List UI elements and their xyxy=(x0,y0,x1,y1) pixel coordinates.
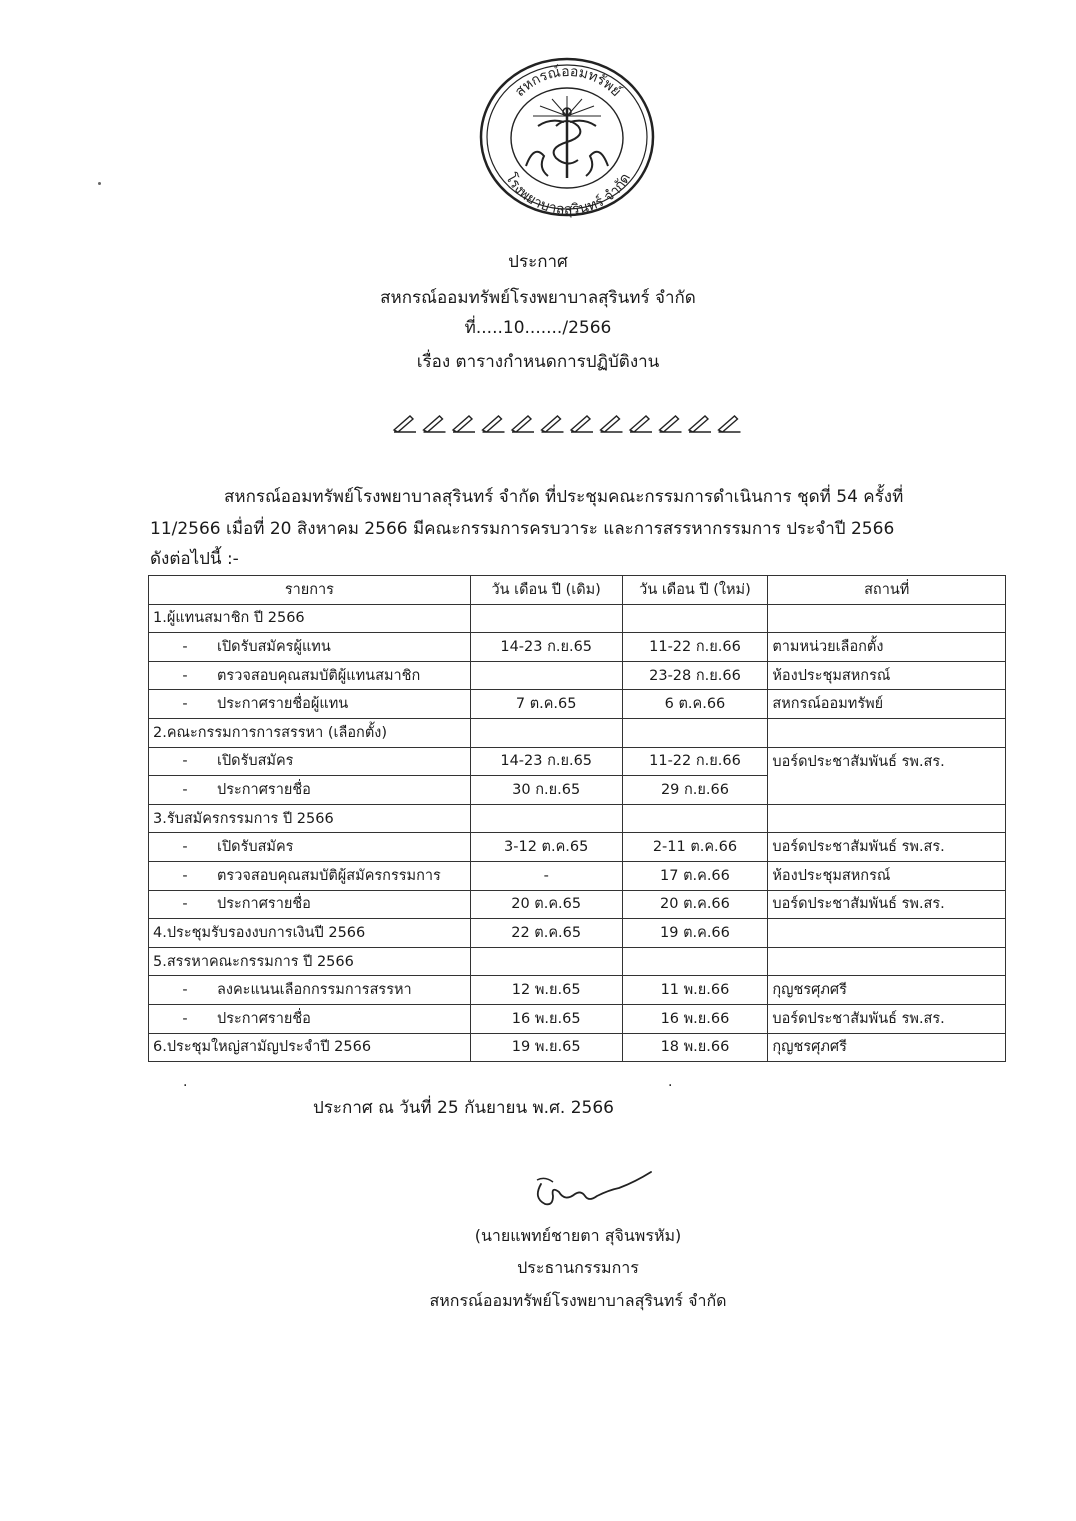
cell-place: ห้องประชุมสหกรณ์ xyxy=(768,861,1006,890)
cell-new-date: 18 พ.ย.66 xyxy=(622,1033,768,1062)
table-row xyxy=(149,861,1006,890)
cell-old-date: 12 พ.ย.65 xyxy=(470,976,622,1005)
table-header-row xyxy=(149,576,1006,605)
cell-new-date: 11-22 ก.ย.66 xyxy=(622,747,768,776)
cell-place: ตามหน่วยเลือกตั้ง xyxy=(768,633,1006,662)
intro-line-3: ดังต่อไปนี้ :- xyxy=(150,549,239,569)
pen-icon xyxy=(424,416,446,432)
item-label: ตรวจสอบคุณสมบัติผู้สมัครกรรมการ xyxy=(217,867,441,884)
cell-old-date: 22 ต.ค.65 xyxy=(470,919,622,948)
svg-text:โรงพยาบาลสุรินทร์ จำกัด: โรงพยาบาลสุรินทร์ จำกัด xyxy=(501,170,635,218)
cell-old-date: 3-12 ต.ค.65 xyxy=(470,833,622,862)
table-row xyxy=(149,747,1006,776)
pen-icon xyxy=(394,416,416,432)
cell-place: บอร์ดประชาสัมพันธ์ รพ.สร. xyxy=(768,890,1006,919)
item-label: ประกาศรายชื่อผู้แทน xyxy=(217,696,349,713)
item-label: 4.ประชุมรับรองงบการเงินปี 2566 xyxy=(153,924,366,941)
signature xyxy=(523,1168,663,1212)
table-row xyxy=(149,919,1006,948)
item-label: ประกาศรายชื่อ xyxy=(217,1010,311,1027)
cell-old-date: 19 พ.ย.65 xyxy=(470,1033,622,1062)
item-label: ประกาศรายชื่อ xyxy=(217,781,311,798)
scan-speck xyxy=(98,182,101,185)
item-label: 6.ประชุมใหญ่สามัญประจำปี 2566 xyxy=(153,1039,372,1056)
table-row xyxy=(149,976,1006,1005)
cell-place: บอร์ดประชาสัมพันธ์ รพ.สร. xyxy=(768,833,1006,862)
schedule-table xyxy=(148,575,1006,1062)
signer-name: (นายแพทย์ชายตา สุจินพรหัม) xyxy=(474,1226,682,1245)
cell-old-date xyxy=(470,604,622,633)
doc-subject: เรื่อง ตารางกำหนดการปฏิบัติงาน xyxy=(416,352,660,372)
bullet-dash: - xyxy=(182,867,188,884)
pen-icon xyxy=(542,416,564,432)
pen-icon xyxy=(719,416,741,432)
cell-item xyxy=(149,804,471,833)
cell-old-date: 30 ก.ย.65 xyxy=(470,776,622,805)
cell-place xyxy=(768,804,1006,833)
signer-title: ประธานกรรมการ xyxy=(517,1258,639,1277)
bullet-dash: - xyxy=(182,667,188,684)
cell-item xyxy=(149,661,471,690)
table-row xyxy=(149,1004,1006,1033)
cell-place xyxy=(768,919,1006,948)
cell-new-date: 11-22 ก.ย.66 xyxy=(622,633,768,662)
pen-icon xyxy=(660,416,682,432)
table-row xyxy=(149,633,1006,662)
item-label: 1.ผู้แทนสมาชิก ปี 2566 xyxy=(153,610,305,627)
scan-mark: · xyxy=(183,1078,188,1094)
pen-ornament-row xyxy=(388,412,748,434)
cell-new-date: 20 ต.ค.66 xyxy=(622,890,768,919)
table-row xyxy=(149,604,1006,633)
item-label: ตรวจสอบคุณสมบัติผู้แทนสมาชิก xyxy=(217,667,421,684)
intro-line-1: สหกรณ์ออมทรัพย์โรงพยาบาลสุรินทร์ จำกัด ที่ประชุมคณะกรรมการดำเนินการ ชุดที่ 54 ครั้งที่ xyxy=(224,487,904,507)
bullet-dash: - xyxy=(182,1010,188,1027)
cell-item xyxy=(149,1004,471,1033)
table-row xyxy=(149,947,1006,976)
table-row xyxy=(149,1033,1006,1062)
cell-place: ห้องประชุมสหกรณ์ xyxy=(768,661,1006,690)
signer-org: สหกรณ์ออมทรัพย์โรงพยาบาลสุรินทร์ จำกัด xyxy=(429,1291,727,1310)
cell-item xyxy=(149,833,471,862)
header-place: สถานที่ xyxy=(768,576,1006,605)
pen-icon xyxy=(453,416,475,432)
item-label: เปิดรับสมัครผู้แทน xyxy=(217,638,331,655)
cell-new-date: 2-11 ต.ค.66 xyxy=(622,833,768,862)
item-label: 3.รับสมัครกรรมการ ปี 2566 xyxy=(153,810,334,827)
table-row xyxy=(149,833,1006,862)
cell-old-date: - xyxy=(470,861,622,890)
pen-icon xyxy=(601,416,623,432)
cell-item xyxy=(149,604,471,633)
cell-new-date: 29 ก.ย.66 xyxy=(622,776,768,805)
cell-new-date: 23-28 ก.ย.66 xyxy=(622,661,768,690)
table-row xyxy=(149,776,1006,805)
cell-new-date: 11 พ.ย.66 xyxy=(622,976,768,1005)
item-label: ประกาศรายชื่อ xyxy=(217,896,311,913)
cooperative-seal-logo xyxy=(478,56,656,218)
bullet-dash: - xyxy=(182,638,188,655)
cell-item xyxy=(149,718,471,747)
cell-place: สหกรณ์ออมทรัพย์ xyxy=(768,690,1006,719)
header-new-date: วัน เดือน ปี (ใหม่) xyxy=(622,576,768,605)
cell-new-date xyxy=(622,718,768,747)
item-label: ลงคะแนนเลือกกรรมการสรรหา xyxy=(217,982,412,999)
header-item: รายการ xyxy=(149,576,471,605)
cell-item xyxy=(149,747,471,776)
item-label: เปิดรับสมัคร xyxy=(217,839,294,856)
cell-old-date xyxy=(470,661,622,690)
pen-icon xyxy=(571,416,593,432)
cell-old-date: 14-23 ก.ย.65 xyxy=(470,633,622,662)
cell-place: กุญชรศุภศรี xyxy=(768,976,1006,1005)
item-label: เปิดรับสมัคร xyxy=(217,753,294,770)
table-row xyxy=(149,661,1006,690)
bullet-dash: - xyxy=(182,696,188,713)
cell-item xyxy=(149,776,471,805)
announcement-date: ประกาศ ณ วันที่ 25 กันยายน พ.ศ. 2566 xyxy=(313,1098,614,1118)
table-row xyxy=(149,718,1006,747)
svg-text:สหกรณ์ออมทรัพย์: สหกรณ์ออมทรัพย์ xyxy=(511,63,625,100)
cell-item xyxy=(149,1033,471,1062)
cell-new-date: 6 ต.ค.66 xyxy=(622,690,768,719)
scan-mark: · xyxy=(668,1078,673,1094)
cell-new-date xyxy=(622,947,768,976)
doc-number: ที่.....10......./2566 xyxy=(464,318,612,338)
table-row xyxy=(149,690,1006,719)
bullet-dash: - xyxy=(182,753,188,770)
cell-place: บอร์ดประชาสัมพันธ์ รพ.สร. xyxy=(768,747,1006,776)
header-old-date: วัน เดือน ปี (เดิม) xyxy=(470,576,622,605)
cell-new-date: 16 พ.ย.66 xyxy=(622,1004,768,1033)
bullet-dash: - xyxy=(182,982,188,999)
item-label: 5.สรรหาคณะกรรมการ ปี 2566 xyxy=(153,953,354,970)
intro-line-2: 11/2566 เมื่อที่ 20 สิงหาคม 2566 มีคณะกรรมการครบวาระ และการสรรหากรรมการ ประจำปี 2566 xyxy=(150,519,895,539)
cell-place xyxy=(768,776,1006,805)
bullet-dash: - xyxy=(182,781,188,798)
cell-place: บอร์ดประชาสัมพันธ์ รพ.สร. xyxy=(768,1004,1006,1033)
cell-item xyxy=(149,919,471,948)
cell-new-date xyxy=(622,804,768,833)
cell-place xyxy=(768,947,1006,976)
cell-item xyxy=(149,947,471,976)
pen-icon xyxy=(483,416,505,432)
cell-old-date: 14-23 ก.ย.65 xyxy=(470,747,622,776)
cell-old-date: 20 ต.ค.65 xyxy=(470,890,622,919)
cell-place: กุญชรศุภศรี xyxy=(768,1033,1006,1062)
cell-old-date xyxy=(470,947,622,976)
bullet-dash: - xyxy=(182,896,188,913)
cell-place xyxy=(768,718,1006,747)
org-name: สหกรณ์ออมทรัพย์โรงพยาบาลสุรินทร์ จำกัด xyxy=(380,288,696,308)
doc-title: ประกาศ xyxy=(508,252,568,272)
cell-old-date: 16 พ.ย.65 xyxy=(470,1004,622,1033)
item-label: 2.คณะกรรมการการสรรหา (เลือกตั้ง) xyxy=(153,724,387,741)
cell-new-date: 19 ต.ค.66 xyxy=(622,919,768,948)
cell-item xyxy=(149,976,471,1005)
cell-item xyxy=(149,633,471,662)
cell-item xyxy=(149,690,471,719)
cell-place xyxy=(768,604,1006,633)
cell-new-date: 17 ต.ค.66 xyxy=(622,861,768,890)
table-row xyxy=(149,804,1006,833)
pen-icon xyxy=(689,416,711,432)
pen-icon xyxy=(630,416,652,432)
cell-old-date: 7 ต.ค.65 xyxy=(470,690,622,719)
table-row xyxy=(149,890,1006,919)
cell-new-date xyxy=(622,604,768,633)
cell-old-date xyxy=(470,718,622,747)
cell-old-date xyxy=(470,804,622,833)
pen-icon xyxy=(512,416,534,432)
bullet-dash: - xyxy=(182,839,188,856)
cell-item xyxy=(149,890,471,919)
cell-item xyxy=(149,861,471,890)
